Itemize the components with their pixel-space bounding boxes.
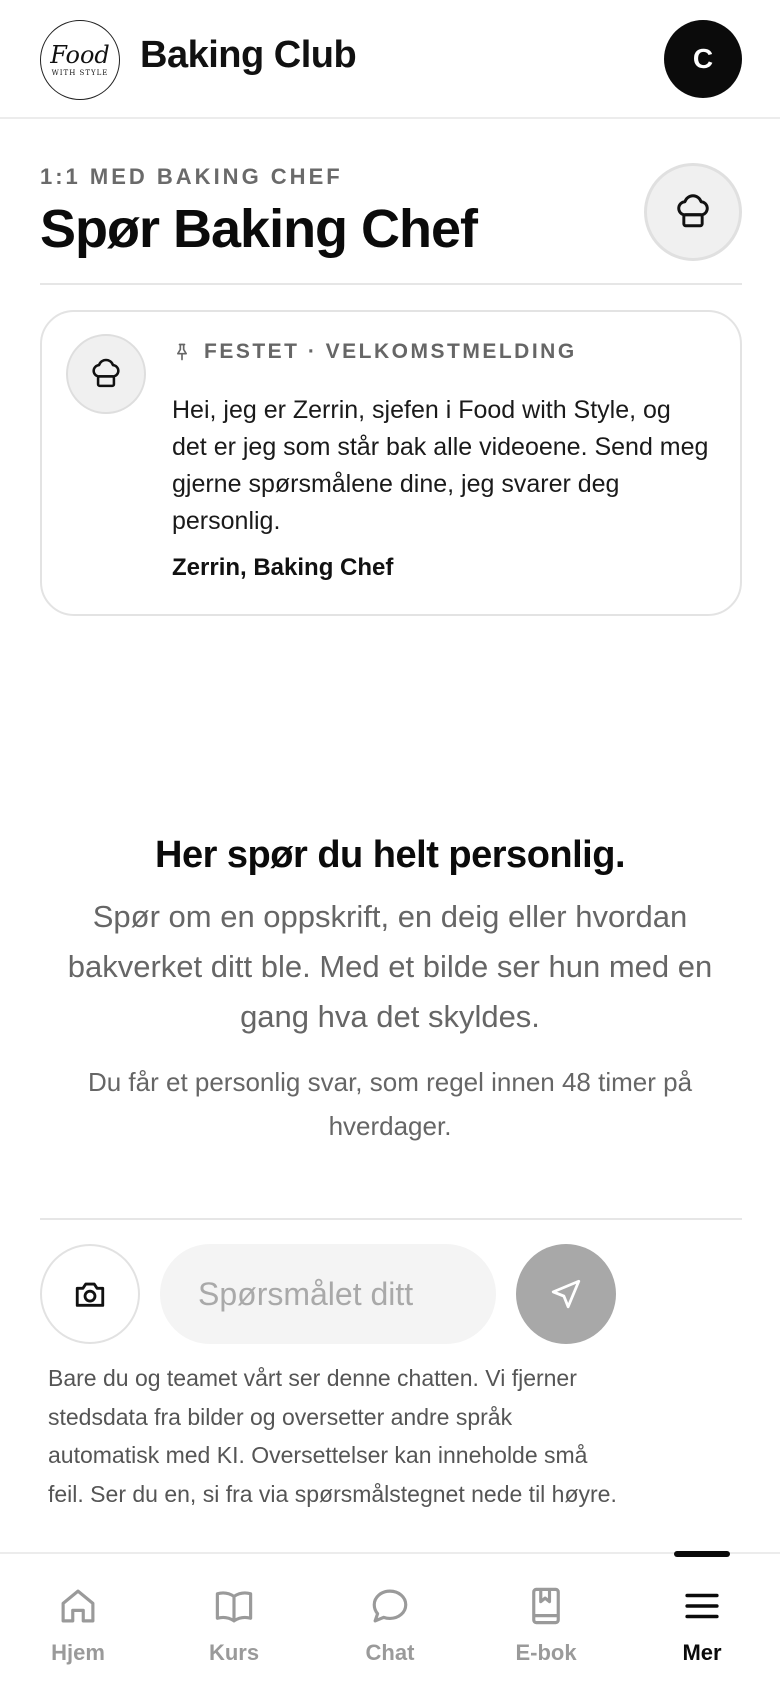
send-button[interactable] xyxy=(516,1244,616,1344)
user-avatar[interactable]: C xyxy=(664,20,742,98)
nav-item-e-bok[interactable] xyxy=(468,1554,624,1688)
home-icon xyxy=(57,1585,99,1627)
intro-heading: Her spør du helt personlig. xyxy=(155,834,625,876)
pinned-label xyxy=(172,340,577,364)
food-with-style-logo[interactable] xyxy=(40,20,120,100)
nav-item-chat[interactable] xyxy=(312,1554,468,1688)
pinned-label-text: FESTET · VELKOMSTMELDING xyxy=(204,340,577,363)
app-title: Baking Club xyxy=(140,34,357,76)
book-open-icon xyxy=(213,1585,255,1627)
active-tab-indicator xyxy=(674,1551,730,1557)
chef-hat-icon xyxy=(671,190,715,234)
app-header xyxy=(0,0,780,119)
intro-body: Spør om en oppskrift, en deig eller hvordan bakverket ditt ble. Med et bilde ser hun med en gang hva det skyldes. xyxy=(67,899,713,1034)
camera-icon xyxy=(73,1277,107,1311)
composer-divider xyxy=(40,1218,742,1220)
chef-hat-icon xyxy=(87,355,125,393)
nav-item-kurs[interactable] xyxy=(156,1554,312,1688)
nav-item-mer[interactable] xyxy=(624,1554,780,1688)
ebook-icon xyxy=(525,1585,567,1627)
chef-avatar xyxy=(644,163,742,261)
pin-icon xyxy=(172,342,192,362)
pinned-welcome-message xyxy=(40,310,742,616)
header-divider xyxy=(40,283,742,285)
page-eyebrow: 1:1 MED BAKING CHEF xyxy=(40,164,343,189)
chef-avatar-small xyxy=(66,334,146,414)
response-time-note: Du får et personlig svar, som regel innen 48 timer på hverdager. xyxy=(87,1067,693,1141)
nav-label: Kurs xyxy=(208,1640,260,1665)
logo-wordmark: Food xyxy=(50,40,110,69)
page-title: Spør Baking Chef xyxy=(40,199,478,259)
chat-bubble-icon xyxy=(369,1585,411,1627)
send-icon xyxy=(549,1277,583,1311)
logo-tagline: WITH STYLE xyxy=(51,68,109,77)
question-input[interactable] xyxy=(160,1244,496,1344)
pinned-signature: Zerrin, Baking Chef xyxy=(172,554,394,581)
pinned-message-text: Hei, jeg er Zerrin, sjefen i Food with Style, og det er jeg som står bak alle videoene. Send meg gjerne spørsmålene dine, jeg svarer deg personlig. xyxy=(172,396,709,535)
privacy-note: Bare du og teamet vårt ser denne chatten. Vi fjerner stedsdata fra bilder og oversetter andre språk automatisk med KI. Oversettelser kan inneholde små feil. Ser du en, si fra via spørsmålstegnet nede til høyre. xyxy=(48,1365,617,1507)
bottom-navigation xyxy=(0,1552,780,1688)
attach-photo-button[interactable] xyxy=(40,1244,140,1344)
nav-label: Mer xyxy=(682,1640,722,1665)
nav-label: Hjem xyxy=(51,1640,105,1665)
nav-label: E-bok xyxy=(515,1640,577,1665)
nav-item-hjem[interactable] xyxy=(0,1554,156,1688)
menu-icon xyxy=(681,1585,723,1627)
nav-label: Chat xyxy=(365,1640,415,1665)
